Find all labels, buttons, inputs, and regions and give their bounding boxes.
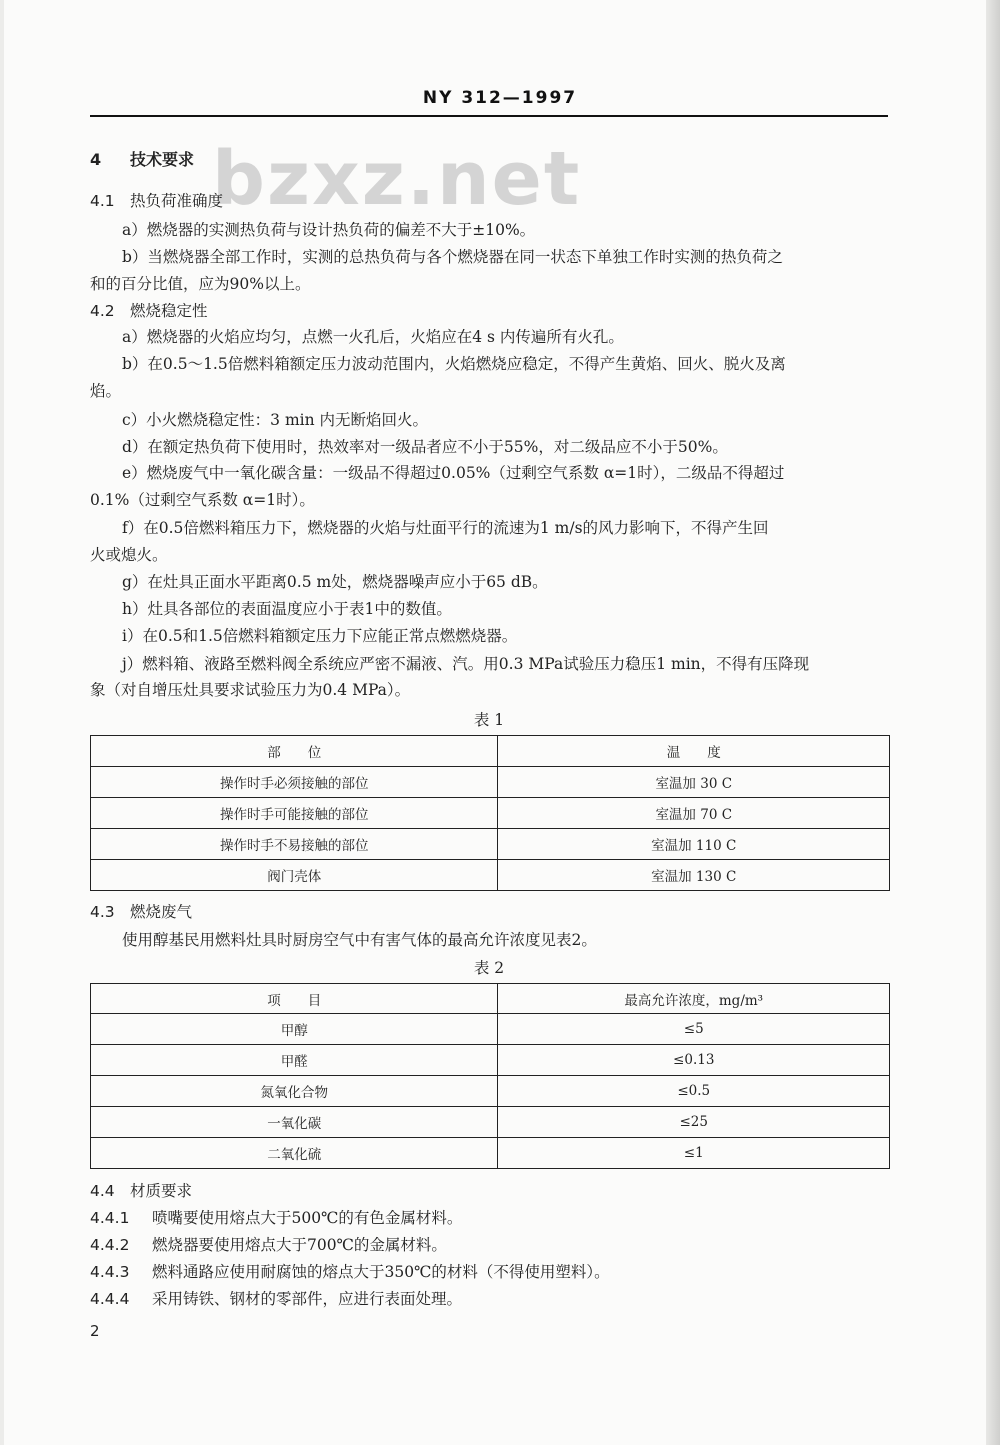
table-2 [90, 983, 890, 1169]
table-header-cell: 最高允许浓度，mg/m³ [498, 984, 890, 1014]
clause-title: 燃烧稳定性 [130, 302, 208, 320]
clause-title: 燃烧废气 [130, 903, 193, 921]
clause-4-1-b-line2: 和的百分比值，应为90%以上。 [90, 275, 311, 293]
table-cell: 氮氧化合物 [91, 1076, 498, 1107]
table-cell: ≤1 [498, 1138, 890, 1169]
clause-4-1-a: a）燃烧器的实测热负荷与设计热负荷的偏差不大于±10%。 [122, 221, 536, 239]
clause-4-4-1 [90, 1208, 462, 1228]
header-rule [90, 115, 888, 117]
table-2-caption: 表 2 [473, 959, 505, 977]
table-cell: 操作时手不易接触的部位 [91, 829, 498, 860]
table-cell: 操作时手可能接触的部位 [91, 798, 498, 829]
clause-4-2-d: d）在额定热负荷下使用时，热效率对一级品者应不小于55%，对二级品应不小于50%。 [122, 438, 728, 456]
clause-number: 4.1 [90, 192, 115, 210]
section-title: 技术要求 [130, 150, 195, 169]
table-row [91, 798, 890, 829]
table-cell: 一氧化碳 [91, 1107, 498, 1138]
clause-4-2-heading [90, 301, 208, 321]
table-cell: 室温加 30 C [498, 767, 890, 798]
clause-text: 燃烧器要使用熔点大于700℃的金属材料。 [152, 1236, 447, 1254]
clause-text: 采用铸铁、钢材的零部件，应进行表面处理。 [152, 1290, 463, 1308]
standard-code-header: NY 312—1997 [422, 88, 578, 108]
clause-4-2-h: h）灶具各部位的表面温度应小于表1中的数值。 [122, 600, 452, 618]
clause-title: 材质要求 [130, 1182, 193, 1200]
clause-4-2-f-line1: f）在0.5倍燃料箱压力下，燃烧器的火焰与灶面平行的流速为1 m/s的风力影响下，不得产生回 [122, 519, 769, 537]
table-row [91, 1107, 890, 1138]
table-header-cell: 部 位 [91, 736, 498, 767]
table-cell: 甲醛 [91, 1045, 498, 1076]
table-cell: 甲醇 [91, 1014, 498, 1045]
table-header-row [91, 736, 890, 767]
section-number: 4 [90, 150, 102, 169]
table-1-caption: 表 1 [473, 711, 505, 729]
table-cell: 室温加 110 C [498, 829, 890, 860]
table-cell: 操作时手必须接触的部位 [91, 767, 498, 798]
clause-4-4-2 [90, 1235, 447, 1255]
clause-number: 4.4.3 [90, 1263, 130, 1281]
table-cell: ≤5 [498, 1014, 890, 1045]
clause-title: 热负荷准确度 [130, 192, 224, 210]
table-cell: 二氧化硫 [91, 1138, 498, 1169]
clause-4-4-heading [90, 1181, 192, 1201]
page-number: 2 [90, 1322, 100, 1340]
clause-4-2-e-line2: 0.1%（过剩空气系数 α=1时）。 [90, 491, 315, 509]
table-cell: 室温加 70 C [498, 798, 890, 829]
clause-4-2-a: a）燃烧器的火焰应均匀，点燃一火孔后，火焰应在4 s 内传遍所有火孔。 [122, 328, 624, 346]
table-row [91, 1014, 890, 1045]
clause-text: 喷嘴要使用熔点大于500℃的有色金属材料。 [152, 1209, 463, 1227]
clause-4-2-j-line2: 象（对自增压灶具要求试验压力为0.4 MPa）。 [90, 681, 411, 699]
clause-4-4-4 [90, 1289, 462, 1309]
clause-4-2-g: g）在灶具正面水平距离0.5 m处，燃烧器噪声应小于65 dB。 [122, 573, 548, 591]
table-cell: 阀门壳体 [91, 860, 498, 891]
watermark: bzxz.net [212, 136, 582, 222]
table-row [91, 767, 890, 798]
table-header-row [91, 984, 890, 1014]
table-row [91, 860, 890, 891]
clause-4-2-b-line1: b）在0.5～1.5倍燃料箱额定压力波动范围内，火焰燃烧应稳定，不得产生黄焰、回火、脱火及离 [122, 355, 786, 373]
clause-number: 4.4 [90, 1182, 115, 1200]
clause-4-1-b-line1: b）当燃烧器全部工作时，实测的总热负荷与各个燃烧器在同一状态下单独工作时实测的热负荷之 [122, 248, 783, 266]
clause-4-3-text: 使用醇基民用燃料灶具时厨房空气中有害气体的最高允许浓度见表2。 [122, 931, 597, 949]
table-cell: 室温加 130 C [498, 860, 890, 891]
section-4-heading [90, 150, 194, 170]
table-header-cell: 项 目 [91, 984, 498, 1014]
table-cell: ≤25 [498, 1107, 890, 1138]
clause-4-1-heading [90, 191, 223, 211]
table-row [91, 1045, 890, 1076]
table-cell: ≤0.5 [498, 1076, 890, 1107]
table-header-cell: 温 度 [498, 736, 890, 767]
clause-4-4-3 [90, 1262, 610, 1282]
scan-edge-right [986, 0, 1000, 1445]
clause-4-2-j-line1: j）燃料箱、液路至燃料阀全系统应严密不漏液、汽。用0.3 MPa试验压力稳压1 min，不得有压降现 [122, 655, 810, 673]
table-cell: ≤0.13 [498, 1045, 890, 1076]
clause-4-2-f-line2: 火或熄火。 [90, 546, 168, 564]
clause-number: 4.3 [90, 903, 115, 921]
clause-number: 4.4.4 [90, 1290, 130, 1308]
table-row [91, 1076, 890, 1107]
clause-4-3-heading [90, 902, 192, 922]
clause-4-2-i: i）在0.5和1.5倍燃料箱额定压力下应能正常点燃燃烧器。 [122, 627, 518, 645]
clause-4-2-b-line2: 焰。 [90, 382, 122, 400]
clause-number: 4.4.2 [90, 1236, 130, 1254]
clause-4-2-c: c）小火燃烧稳定性：3 min 内无断焰回火。 [122, 411, 429, 429]
clause-4-2-e-line1: e）燃烧废气中一氧化碳含量：一级品不得超过0.05%（过剩空气系数 α=1时），二级品不得超过 [122, 464, 785, 482]
clause-number: 4.2 [90, 302, 115, 320]
clause-text: 燃料通路应使用耐腐蚀的熔点大于350℃的材料（不得使用塑料）。 [152, 1263, 610, 1281]
table-row [91, 1138, 890, 1169]
table-row [91, 829, 890, 860]
clause-number: 4.4.1 [90, 1209, 130, 1227]
table-1 [90, 735, 890, 891]
